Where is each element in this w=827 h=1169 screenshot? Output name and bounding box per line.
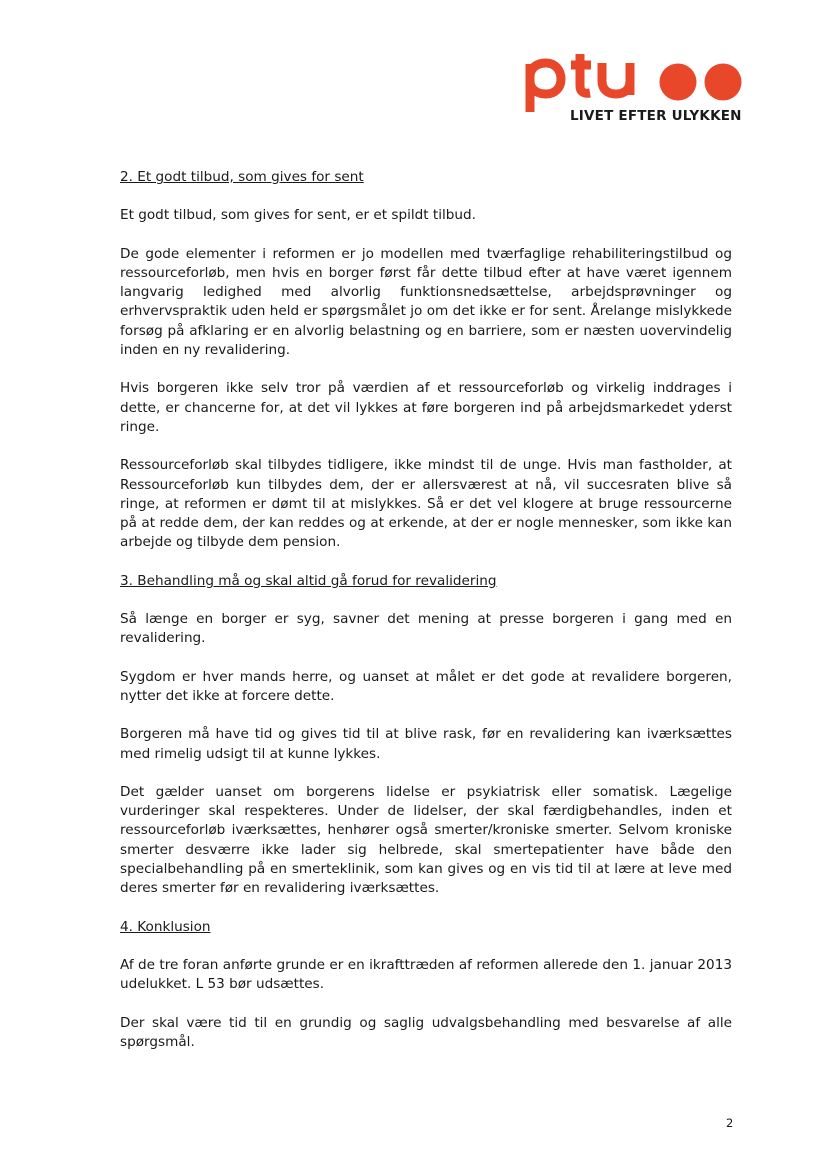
paragraph: Hvis borgeren ikke selv tror på værdien af et ressourceforløb og virkelig inddrages i dette, er chancerne for, at det vil lykkes at føre borgeren ind på arbejdsmarkedet yderst ringe. — [120, 380, 732, 435]
paragraph: Det gælder uanset om borgerens lidelse er psykiatrisk eller somatisk. Lægelige vurderinger skal respekteres. Under de lidelser, der skal færdigbehandles, inden et ressourceforløb iværksættes, henhører også smerter/kroniske smerter. Selvom kroniske smerter desværre ikke lader sig helbrede, skal smertepatienter have både den specialbehandling på en smerteklinik, som kan gives og en vis tid til at lære at leve med deres smerter før en revalidering iværksættes. — [120, 783, 732, 897]
paragraph: Der skal være tid til en grundig og saglig udvalgsbehandling med besvarelse af alle spørgsmål. — [120, 1014, 732, 1050]
section-heading: 2. Et godt tilbud, som gives for sent — [120, 169, 364, 185]
logo-tagline: LIVET EFTER ULYKKEN — [570, 108, 742, 124]
section-heading: 3. Behandling må og skal altid gå forud for revalidering — [120, 572, 497, 589]
paragraph: Af de tre foran anførte grunde er en ikrafttræden af reformen allerede den 1. januar 2013 udelukket. L 53 bør udsættes. — [120, 956, 732, 993]
ptu-logo — [522, 50, 744, 128]
ptu-dots-icon — [658, 62, 744, 102]
ptu-wordmark — [522, 50, 642, 112]
paragraph: Ressourceforløb skal tilbydes tidligere, ikke mindst til de unge. Hvis man fastholder, at Ressourceforløb kun tilbydes dem, der er allersværest at nå, vil succesraten blive så ringe, at reformen er dømt til at mislykkes. Så er det vel klogere at bruge ressourcerne på at redde dem, der kan reddes og at erkende, at der er nogle mennesker, som ikke kan arbejde og tilbyde dem pension. — [120, 457, 732, 551]
paragraph: Så længe en borger er syg, savner det mening at presse borgeren i gang med en revalidering. — [120, 611, 732, 647]
paragraph: De gode elementer i reformen er jo modellen med tværfaglige rehabiliteringstilbud og ressourceforløb, men hvis en borger først får dette tilbud efter at have været igennem langvarig ledighed med alvorlig funktionsnedsættelse, arbejdsprøvninger og erhvervspraktik uden held er spørgsmålet jo om det ikke er for sent. Årelange mislykkede forsøg på afklaring er en alvorlig belastning og en barriere, som er næsten uovervindelig inden en ny revalidering. — [120, 245, 732, 359]
page-number: 2 — [726, 1116, 734, 1130]
document-body — [120, 168, 732, 1071]
paragraph: Borgeren må have tid og gives tid til at blive rask, før en revalidering kan iværksættes med rimelig udsigt til at kunne lykkes. — [120, 726, 732, 762]
paragraph: Et godt tilbud, som gives for sent, er et spildt tilbud. — [120, 207, 476, 224]
paragraph: Sygdom er hver mands herre, og uanset at målet er det gode at revalidere borgeren, nytter det ikke at forcere dette. — [120, 668, 732, 704]
section-heading: 4. Konklusion — [120, 918, 211, 935]
